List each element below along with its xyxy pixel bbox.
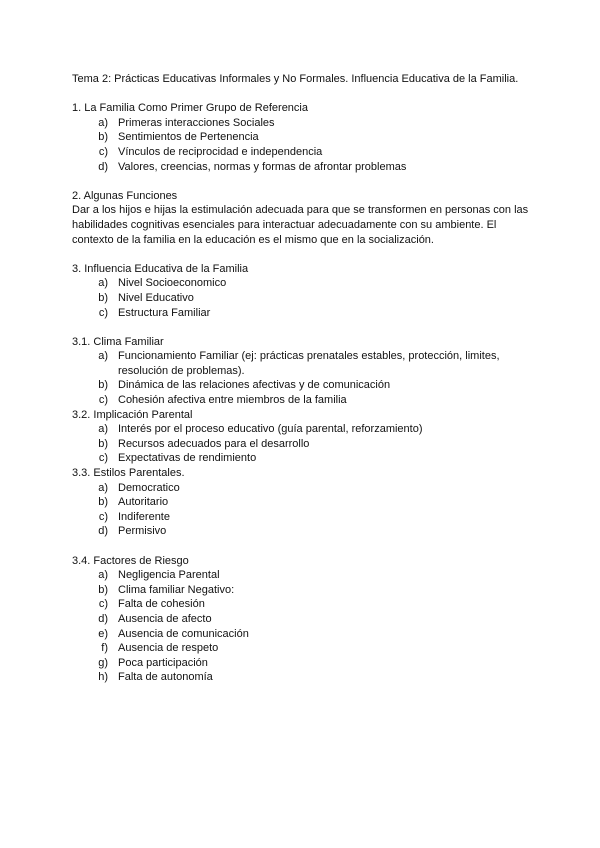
list-marker: d) [98,612,108,625]
list-item-text: Interés por el proceso educativo (guía parental, reforzamiento) [118,423,423,436]
list-item [72,568,532,583]
list-item-text: Permisivo [118,525,167,538]
list-item [72,130,532,145]
list-item-text: Ausencia de comunicación [118,627,249,640]
list-item-text: Estructura Familiar [118,306,211,319]
list-item [72,116,532,131]
list-marker: b) [98,131,108,144]
section-list [72,349,532,407]
list-item-text: Vínculos de reciprocidad e independencia [118,145,323,158]
list-item [72,656,532,671]
list-item [72,597,532,612]
list-marker: a) [98,277,108,290]
list-marker: b) [98,437,108,450]
section-list [72,481,532,539]
list-marker: h) [98,671,108,684]
list-item [72,524,532,539]
section-heading: 3. Influencia Educativa de la Familia [72,262,249,275]
section-clima-familiar [72,335,532,408]
list-item-text: Cohesión afectiva entre miembros de la familia [118,394,347,407]
list-item-text: Poca participación [118,656,208,669]
list-marker: e) [98,627,108,640]
list-item [72,160,532,175]
list-marker: c) [98,452,108,465]
list-item [72,145,532,160]
list-item [72,276,532,291]
list-item-text: Indiferente [118,510,170,523]
section-list [72,568,532,685]
list-marker: c) [98,145,108,158]
section-list [72,422,532,466]
list-item [72,670,532,685]
list-marker: c) [98,306,108,319]
section-familia-grupo-referencia [72,101,532,174]
list-marker: a) [98,350,108,363]
section-list [72,116,532,174]
list-item-text: Dinámica de las relaciones afectivas y de comunicación [118,379,391,392]
list-item-text: Falta de autonomía [118,671,213,684]
list-marker: a) [98,116,108,129]
section-heading: 1. La Familia Como Primer Grupo de Referencia [72,102,308,115]
list-marker: b) [98,583,108,596]
list-item [72,583,532,598]
list-marker: a) [98,569,108,582]
list-item [72,306,532,321]
list-item [72,495,532,510]
list-item [72,422,532,437]
list-marker: g) [98,656,108,669]
list-marker: c) [98,598,108,611]
list-item-text: Nivel Educativo [118,291,194,304]
list-item-text: Negligencia Parental [118,569,220,582]
document-title: Tema 2: Prácticas Educativas Informales y No Formales. Influencia Educativa de la Familia. [72,73,519,85]
list-item [72,641,532,656]
list-marker: b) [98,379,108,392]
list-marker: d) [98,525,108,538]
list-marker: c) [98,394,108,407]
document-content [72,72,532,685]
list-item [72,510,532,525]
list-item-text: Sentimientos de Pertenencia [118,131,259,144]
section-heading: 3.3. Estilos Parentales. [72,467,185,480]
list-item-text: Valores, creencias, normas y formas de afrontar problemas [118,160,407,173]
list-item-text: Falta de cohesión [118,598,205,611]
section-implicacion-parental [72,408,532,466]
list-item-text: Autoritario [118,496,169,509]
list-marker: b) [98,496,108,509]
list-item [72,481,532,496]
section-paragraph: Dar a los hijos e hijas la estimulación adecuada para que se transformen en personas con las habilidades cognitivas esenciales para interactuar adecuadamente con su ambiente. El contexto de la familia en la educación es el mismo que en la socialización. [72,204,529,246]
list-marker: a) [98,423,108,436]
list-marker: a) [98,481,108,494]
list-item-text: Clima familiar Negativo: [118,583,235,596]
section-heading: 3.1. Clima Familiar [72,335,164,348]
list-item-text: Nivel Socioeconomico [118,277,227,290]
list-item-text: Ausencia de afecto [118,612,212,625]
list-item-text: Recursos adecuados para el desarrollo [118,437,310,450]
section-list [72,276,532,320]
list-item [72,349,532,378]
list-item [72,378,532,393]
list-item [72,291,532,306]
list-marker: f) [101,642,108,655]
list-item-text: Ausencia de respeto [118,642,219,655]
list-item-text: Expectativas de rendimiento [118,452,257,465]
list-item [72,612,532,627]
list-marker: d) [98,160,108,173]
list-marker: c) [98,510,108,523]
list-item-text: Funcionamiento Familiar (ej: prácticas prenatales estables, protección, limites, resolución de problemas). [118,350,500,377]
list-item [72,627,532,642]
list-item [72,393,532,408]
section-factores-riesgo [72,554,532,685]
section-heading: 3.2. Implicación Parental [72,408,193,421]
list-item-text: Primeras interacciones Sociales [118,116,275,129]
section-heading: 3.4. Factores de Riesgo [72,554,189,567]
section-heading: 2. Algunas Funciones [72,189,178,202]
list-marker: b) [98,291,108,304]
list-item [72,437,532,452]
section-estilos-parentales [72,466,532,539]
section-influencia-educativa [72,262,532,320]
list-item [72,451,532,466]
list-item-text: Democratico [118,481,180,494]
section-algunas-funciones [72,189,532,247]
